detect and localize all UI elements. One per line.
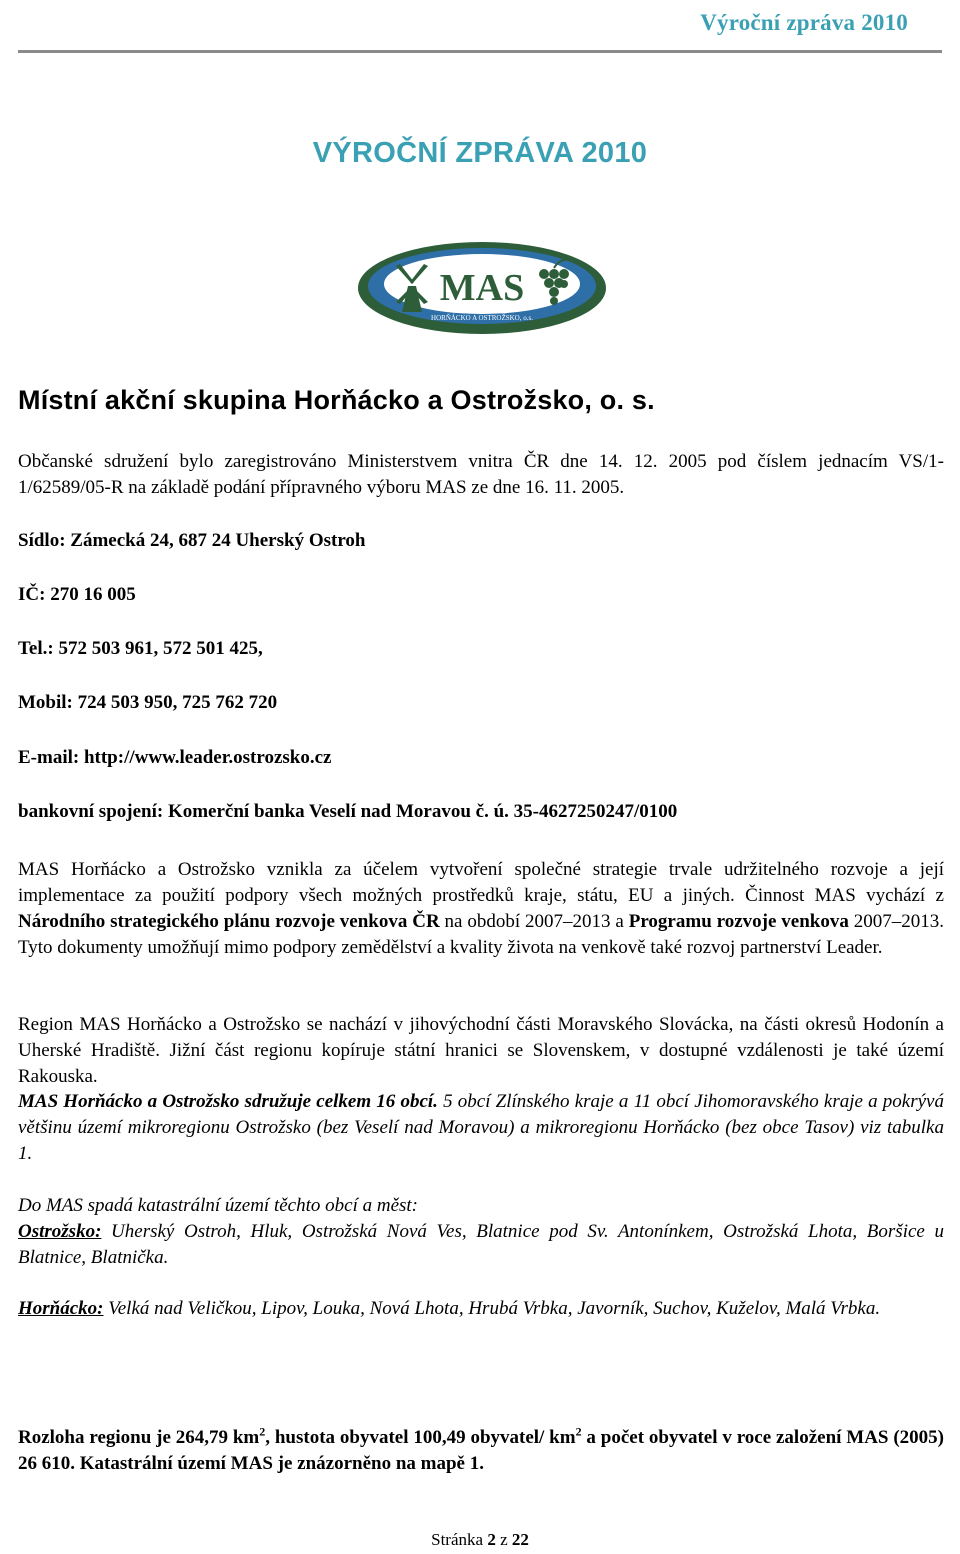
page-footer — [0, 1530, 960, 1550]
footer-total: 22 — [511, 1530, 529, 1549]
mobile-line: Mobil: 724 503 950, 725 762 720 — [18, 692, 278, 713]
logo-text: MAS — [439, 267, 525, 309]
header-divider — [18, 50, 942, 53]
hornacko-list: Velká nad Veličkou, Lipov, Louka, Nová Lhota, Hrubá Vrbka, Javorník, Suchov, Kuželov, Malá Vrbka. — [103, 1298, 881, 1319]
stats-paragraph — [18, 1425, 944, 1477]
phone-line: Tel.: 572 503 961, 572 501 425, — [18, 638, 263, 659]
logo-subtext: HORŇÁCKO A OSTROŽSKO, o.s. — [431, 314, 533, 322]
members-paragraph — [18, 1089, 944, 1167]
mas-logo — [356, 240, 608, 336]
registration-paragraph: Občanské sdružení bylo zaregistrováno Ministerstvem vnitra ČR dne 14. 12. 2005 pod číslem jednacím VS/1-1/62589/05-R na základě podání přípravného výboru MAS ze dne 16. 11. 2005. — [18, 451, 944, 498]
ic-line: IČ: 270 16 005 — [18, 584, 136, 605]
ostrozsko-list: Uherský Ostroh, Hluk, Ostrožská Nová Ves, Blatnice pod Sv. Antonínkem, Ostrožská Lhota, Boršice u Blatnice, Blatnička. — [18, 1221, 944, 1268]
bank-line: bankovní spojení: Komerční banka Veselí nad Moravou č. ú. 35-4627250247/0100 — [18, 801, 678, 822]
organization-title: Místní akční skupina Horňácko a Ostrožsko, o. s. — [18, 385, 655, 415]
ostrozsko-paragraph — [18, 1219, 944, 1271]
purpose-text-3: 2007–2013. Tyto dokumenty umožňují mimo podpory zemědělství a kvality života na venkově také rozvoj partnerství Leader. — [18, 911, 945, 958]
purpose-text-2: na období 2007–2013 a — [439, 911, 629, 932]
footer-mid: z — [495, 1530, 512, 1549]
mas-logo-graphic — [356, 240, 608, 336]
purpose-bold-2: Programu rozvoje venkova — [628, 911, 849, 932]
hornacko-label: Horňácko: — [18, 1298, 104, 1319]
region-paragraph: Region MAS Horňácko a Ostrožsko se nachází v jihovýchodní části Moravského Slovácka, na části okresů Hodonín a Uherské Hradiště. Jižní část regionu kopíruje státní hranici se Slovenskem, v dostupné vzdálenosti je také území Rakouska. — [18, 1014, 944, 1087]
footer-prefix: Stránka — [431, 1530, 488, 1549]
purpose-paragraph — [18, 857, 944, 961]
running-header: Výroční zpráva 2010 — [700, 10, 908, 35]
members-count: MAS Horňácko a Ostrožsko sdružuje celkem 16 obcí. — [18, 1091, 438, 1112]
stats-density: , hustota obyvatel 100,49 obyvatel/ km — [265, 1427, 576, 1448]
stats-sup-1: 2 — [259, 1424, 266, 1439]
ostrozsko-label: Ostrožsko: — [18, 1221, 102, 1242]
members-detail: 5 obcí Zlínského kraje a 11 obcí Jihomoravského kraje a pokrývá většinu území mikroregionu Ostrožsko (bez Veselí nad Moravou) a mikroregionu Horňácko (bez obce Tasov) viz tabulka 1. — [18, 1091, 944, 1164]
email-line[interactable]: E-mail: http://www.leader.ostrozsko.cz — [18, 747, 332, 768]
document-title: VÝROČNÍ ZPRÁVA 2010 — [312, 137, 648, 169]
footer-page: 2 — [487, 1530, 496, 1549]
stats-population: a počet obyvatel v roce založení MAS (2005) 26 610. Katastrální území MAS je znázorněno na mapě 1. — [18, 1427, 945, 1474]
purpose-bold-1: Národního strategického plánu rozvoje venkova ČR — [18, 911, 440, 932]
address-line: Sídlo: Zámecká 24, 687 24 Uherský Ostroh — [18, 530, 366, 551]
stats-area: Rozloha regionu je 264,79 km — [18, 1427, 260, 1448]
territory-intro: Do MAS spadá katastrální území těchto obcí a měst: — [18, 1195, 419, 1216]
purpose-text-1: MAS Horňácko a Ostrožsko vznikla za účelem vytvoření společné strategie trvale udržitelného rozvoje a její implementace za použití podpory všech možných prostředků kraje, státu, EU a jiných. Činnost MAS vychází z — [18, 859, 944, 906]
stats-sup-2: 2 — [575, 1424, 582, 1439]
hornacko-paragraph — [18, 1296, 944, 1322]
